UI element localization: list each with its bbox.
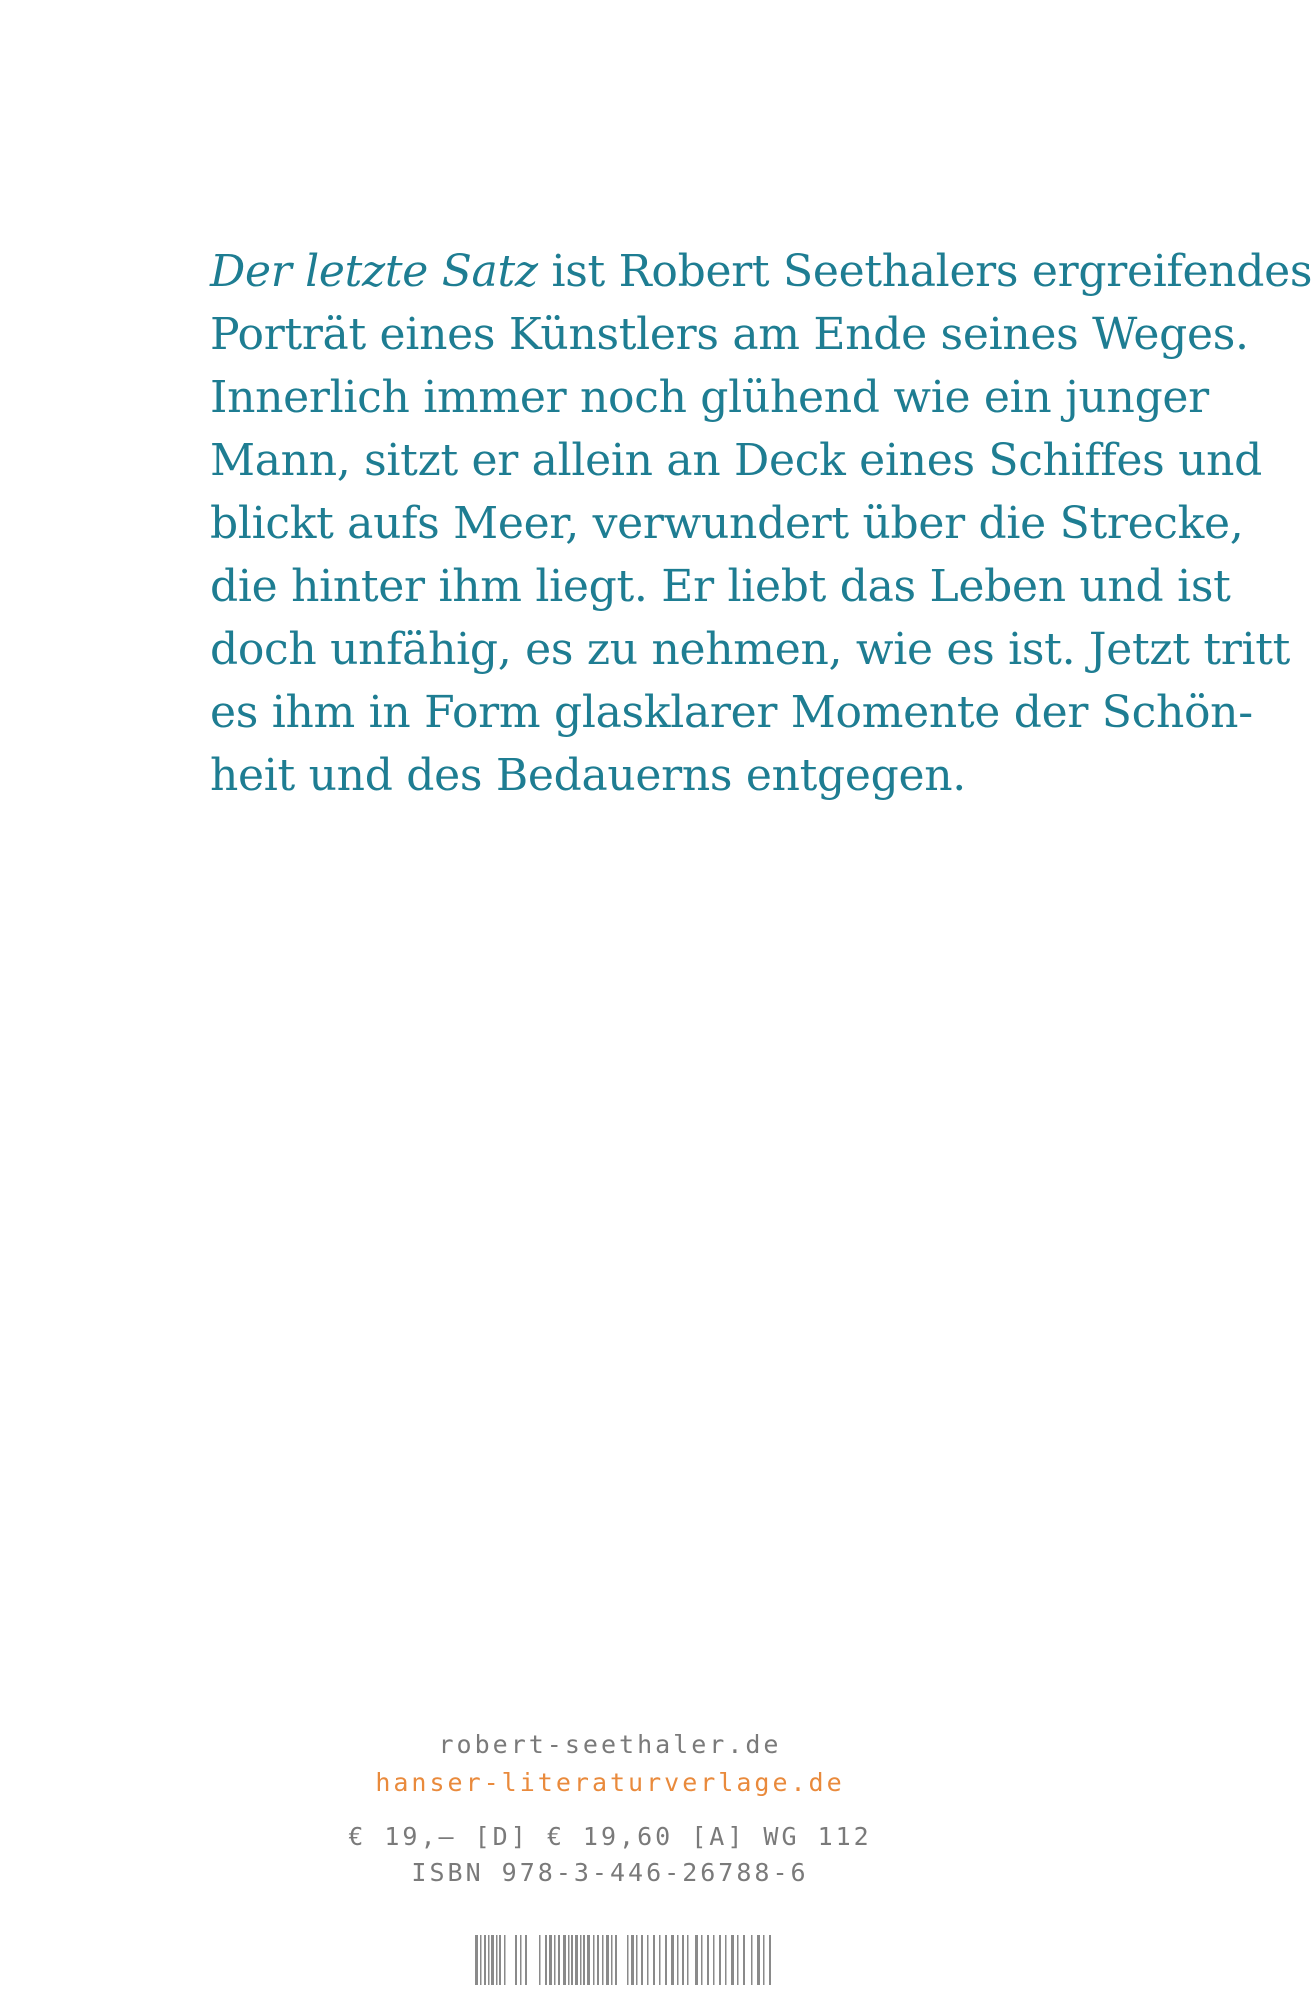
blurb-line-6: die hinter ihm liegt. Er liebt das Leben und ist bbox=[210, 561, 1231, 612]
publisher-website[interactable]: hanser-literaturverlage.de bbox=[375, 1768, 845, 1797]
blurb-line-5: blickt aufs Meer, verwundert über die Strecke, bbox=[210, 498, 1244, 549]
blurb-line-7: doch unfähig, es zu nehmen, wie es ist. Jetzt tritt bbox=[210, 624, 1290, 675]
blurb-line-4: Mann, sitzt er allein an Deck eines Schiffes und bbox=[210, 435, 1263, 486]
blurb-line-9: heit und des Bedauerns entgegen. bbox=[210, 750, 966, 801]
price-line: € 19,– [D] € 19,60 [A] WG 112 bbox=[348, 1822, 872, 1851]
blurb-line-3: Innerlich immer noch glühend wie ein junger bbox=[210, 372, 1209, 423]
blurb-line-8: es ihm in Form glasklarer Momente der Schön- bbox=[210, 687, 1253, 738]
author-website[interactable]: robert-seethaler.de bbox=[438, 1730, 782, 1759]
book-title: Der letzte Satz bbox=[210, 246, 538, 297]
isbn: ISBN 978-3-446-26788-6 bbox=[411, 1858, 809, 1887]
barcode-graphic bbox=[475, 1935, 775, 1985]
blurb-line-2: Porträt eines Künstlers am Ende seines Weges. bbox=[210, 309, 1249, 360]
blurb-line-1: Der letzte Satz ist Robert Seethalers ergreifendes bbox=[210, 246, 1312, 297]
back-cover-blurb bbox=[210, 240, 1312, 807]
